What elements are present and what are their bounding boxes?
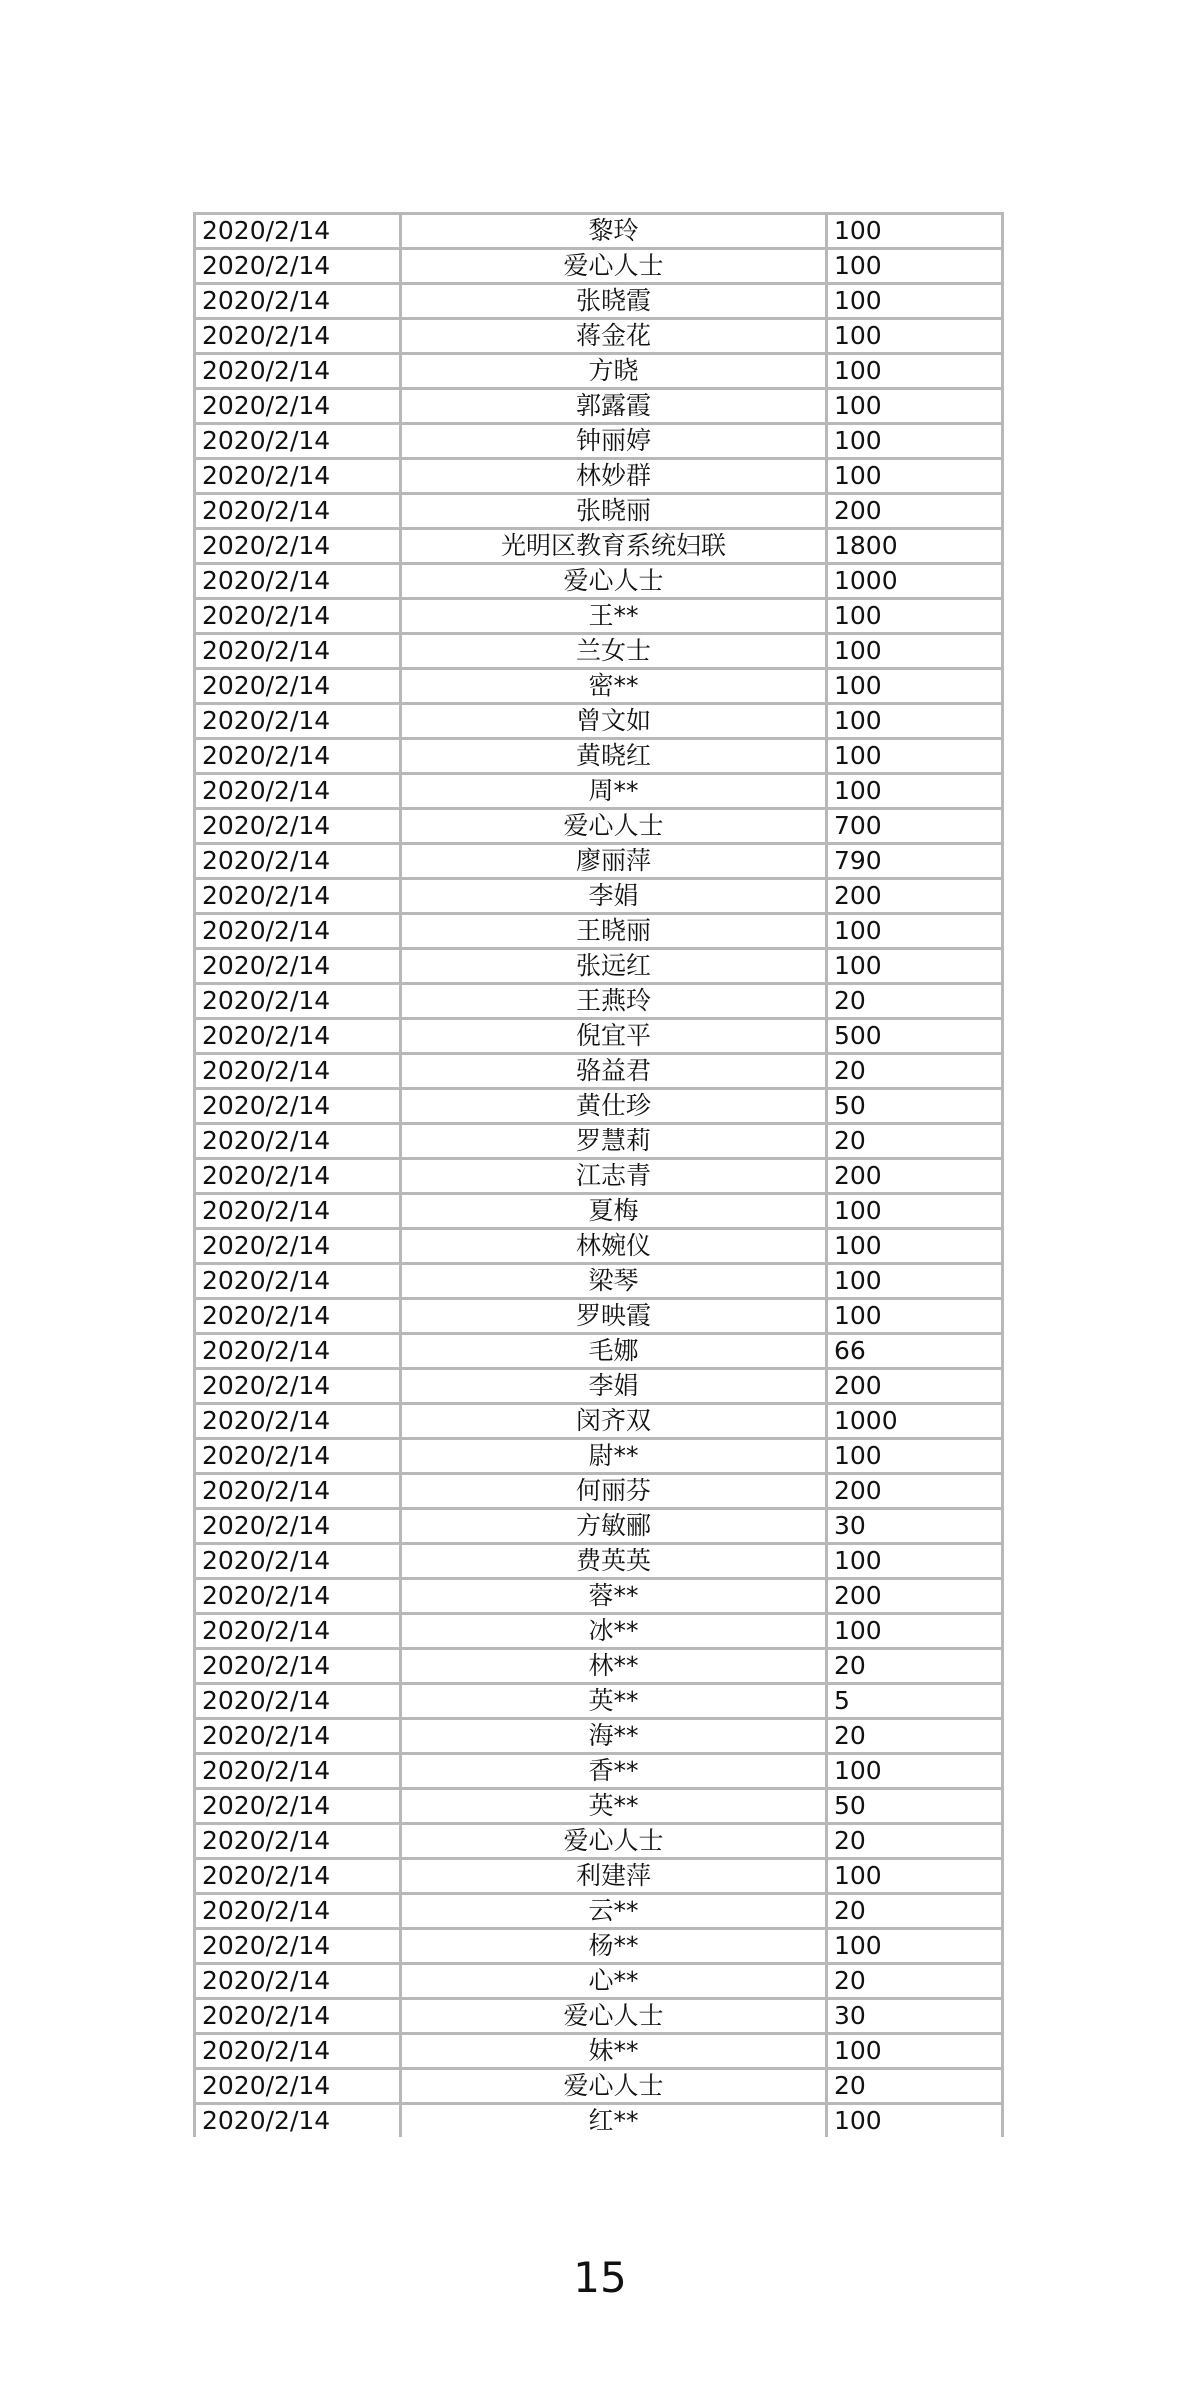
date-cell: 2020/2/14	[195, 249, 401, 284]
amount-cell: 200	[827, 494, 1003, 529]
amount-cell: 100	[827, 424, 1003, 459]
amount-cell: 100	[827, 669, 1003, 704]
donor-name-cell: 尉**	[401, 1439, 827, 1474]
table-row	[195, 1649, 1003, 1684]
donor-name-cell: 郭露霞	[401, 389, 827, 424]
amount-cell: 100	[827, 1439, 1003, 1474]
donor-name-cell: 林**	[401, 1649, 827, 1684]
table-row	[195, 1789, 1003, 1824]
date-cell: 2020/2/14	[195, 529, 401, 564]
table-row	[195, 319, 1003, 354]
date-cell: 2020/2/14	[195, 984, 401, 1019]
amount-cell: 200	[827, 1579, 1003, 1614]
table-row	[195, 879, 1003, 914]
date-cell: 2020/2/14	[195, 1579, 401, 1614]
amount-cell: 100	[827, 914, 1003, 949]
donor-name-cell: 爱心人士	[401, 2069, 827, 2104]
amount-cell: 100	[827, 774, 1003, 809]
donor-name-cell: 香**	[401, 1754, 827, 1789]
amount-cell: 790	[827, 844, 1003, 879]
amount-cell: 500	[827, 1019, 1003, 1054]
amount-cell: 100	[827, 319, 1003, 354]
amount-cell: 30	[827, 1509, 1003, 1544]
amount-cell: 1000	[827, 1404, 1003, 1439]
table-row	[195, 2104, 1003, 2138]
table-row	[195, 1894, 1003, 1929]
donor-name-cell: 张晓丽	[401, 494, 827, 529]
date-cell: 2020/2/14	[195, 214, 401, 249]
amount-cell: 20	[827, 1894, 1003, 1929]
amount-cell: 20	[827, 1649, 1003, 1684]
donor-name-cell: 周**	[401, 774, 827, 809]
amount-cell: 100	[827, 1929, 1003, 1964]
table-row	[195, 1054, 1003, 1089]
amount-cell: 5	[827, 1684, 1003, 1719]
table-row	[195, 1439, 1003, 1474]
donor-name-cell: 黄仕珍	[401, 1089, 827, 1124]
amount-cell: 100	[827, 1754, 1003, 1789]
date-cell: 2020/2/14	[195, 1124, 401, 1159]
table-row	[195, 1964, 1003, 1999]
date-cell: 2020/2/14	[195, 1369, 401, 1404]
amount-cell: 100	[827, 949, 1003, 984]
table-row	[195, 1019, 1003, 1054]
date-cell: 2020/2/14	[195, 1439, 401, 1474]
date-cell: 2020/2/14	[195, 879, 401, 914]
table-row	[195, 249, 1003, 284]
amount-cell: 100	[827, 704, 1003, 739]
donor-name-cell: 方晓	[401, 354, 827, 389]
amount-cell: 100	[827, 214, 1003, 249]
donor-name-cell: 蒋金花	[401, 319, 827, 354]
table-row	[195, 984, 1003, 1019]
donor-name-cell: 光明区教育系统妇联	[401, 529, 827, 564]
donor-name-cell: 爱心人士	[401, 564, 827, 599]
date-cell: 2020/2/14	[195, 1299, 401, 1334]
amount-cell: 100	[827, 284, 1003, 319]
date-cell: 2020/2/14	[195, 669, 401, 704]
date-cell: 2020/2/14	[195, 1334, 401, 1369]
amount-cell: 200	[827, 1159, 1003, 1194]
donor-name-cell: 爱心人士	[401, 1824, 827, 1859]
amount-cell: 100	[827, 354, 1003, 389]
donor-name-cell: 江志青	[401, 1159, 827, 1194]
date-cell: 2020/2/14	[195, 844, 401, 879]
donor-name-cell: 李娟	[401, 879, 827, 914]
donor-name-cell: 云**	[401, 1894, 827, 1929]
table-row	[195, 424, 1003, 459]
date-cell: 2020/2/14	[195, 1544, 401, 1579]
table-row	[195, 1859, 1003, 1894]
amount-cell: 20	[827, 1964, 1003, 1999]
amount-cell: 100	[827, 2104, 1003, 2138]
table-body	[195, 214, 1003, 2138]
donor-name-cell: 张晓霞	[401, 284, 827, 319]
table-row	[195, 1299, 1003, 1334]
table-row	[195, 2069, 1003, 2104]
table-row	[195, 809, 1003, 844]
table-row	[195, 669, 1003, 704]
amount-cell: 20	[827, 1054, 1003, 1089]
donor-name-cell: 倪宜平	[401, 1019, 827, 1054]
amount-cell: 50	[827, 1089, 1003, 1124]
date-cell: 2020/2/14	[195, 914, 401, 949]
amount-cell: 200	[827, 1369, 1003, 1404]
amount-cell: 100	[827, 1614, 1003, 1649]
amount-cell: 100	[827, 1299, 1003, 1334]
donor-name-cell: 杨**	[401, 1929, 827, 1964]
amount-cell: 30	[827, 1999, 1003, 2034]
table-row	[195, 529, 1003, 564]
donor-name-cell: 黄晓红	[401, 739, 827, 774]
table-row	[195, 1824, 1003, 1859]
date-cell: 2020/2/14	[195, 2034, 401, 2069]
date-cell: 2020/2/14	[195, 1229, 401, 1264]
donor-name-cell: 海**	[401, 1719, 827, 1754]
table-row	[195, 1999, 1003, 2034]
amount-cell: 700	[827, 809, 1003, 844]
amount-cell: 100	[827, 249, 1003, 284]
donor-name-cell: 密**	[401, 669, 827, 704]
donor-name-cell: 钟丽婷	[401, 424, 827, 459]
amount-cell: 200	[827, 879, 1003, 914]
date-cell: 2020/2/14	[195, 2069, 401, 2104]
donor-name-cell: 罗慧莉	[401, 1124, 827, 1159]
date-cell: 2020/2/14	[195, 1929, 401, 1964]
amount-cell: 100	[827, 459, 1003, 494]
amount-cell: 20	[827, 984, 1003, 1019]
donor-name-cell: 毛娜	[401, 1334, 827, 1369]
amount-cell: 100	[827, 599, 1003, 634]
donor-name-cell: 闵齐双	[401, 1404, 827, 1439]
table-row	[195, 1369, 1003, 1404]
donor-name-cell: 曾文如	[401, 704, 827, 739]
amount-cell: 20	[827, 1719, 1003, 1754]
table-row	[195, 1474, 1003, 1509]
table-row	[195, 599, 1003, 634]
donor-name-cell: 王**	[401, 599, 827, 634]
donor-name-cell: 王燕玲	[401, 984, 827, 1019]
table-row	[195, 2034, 1003, 2069]
date-cell: 2020/2/14	[195, 354, 401, 389]
amount-cell: 50	[827, 1789, 1003, 1824]
donor-name-cell: 骆益君	[401, 1054, 827, 1089]
table-row	[195, 1264, 1003, 1299]
table-row	[195, 914, 1003, 949]
date-cell: 2020/2/14	[195, 1684, 401, 1719]
donor-name-cell: 妹**	[401, 2034, 827, 2069]
date-cell: 2020/2/14	[195, 1999, 401, 2034]
donor-name-cell: 费英英	[401, 1544, 827, 1579]
date-cell: 2020/2/14	[195, 1019, 401, 1054]
date-cell: 2020/2/14	[195, 389, 401, 424]
date-cell: 2020/2/14	[195, 1054, 401, 1089]
date-cell: 2020/2/14	[195, 564, 401, 599]
table-row	[195, 739, 1003, 774]
date-cell: 2020/2/14	[195, 1964, 401, 1999]
table-row	[195, 1194, 1003, 1229]
date-cell: 2020/2/14	[195, 1264, 401, 1299]
date-cell: 2020/2/14	[195, 1614, 401, 1649]
amount-cell: 100	[827, 1229, 1003, 1264]
table-row	[195, 1089, 1003, 1124]
date-cell: 2020/2/14	[195, 2104, 401, 2138]
table-row	[195, 949, 1003, 984]
amount-cell: 1000	[827, 564, 1003, 599]
date-cell: 2020/2/14	[195, 1824, 401, 1859]
date-cell: 2020/2/14	[195, 319, 401, 354]
table-row	[195, 389, 1003, 424]
donor-name-cell: 心**	[401, 1964, 827, 1999]
donor-name-cell: 李娟	[401, 1369, 827, 1404]
donor-name-cell: 梁琴	[401, 1264, 827, 1299]
date-cell: 2020/2/14	[195, 1719, 401, 1754]
donor-name-cell: 兰女士	[401, 634, 827, 669]
donor-name-cell: 夏梅	[401, 1194, 827, 1229]
donor-name-cell: 林妙群	[401, 459, 827, 494]
table-row	[195, 704, 1003, 739]
donor-name-cell: 爱心人士	[401, 809, 827, 844]
table-row	[195, 494, 1003, 529]
donation-table	[193, 212, 1004, 2137]
amount-cell: 100	[827, 1859, 1003, 1894]
table-row	[195, 1124, 1003, 1159]
donor-name-cell: 利建萍	[401, 1859, 827, 1894]
amount-cell: 66	[827, 1334, 1003, 1369]
table-row	[195, 1579, 1003, 1614]
donor-name-cell: 黎玲	[401, 214, 827, 249]
table-row	[195, 634, 1003, 669]
date-cell: 2020/2/14	[195, 1859, 401, 1894]
table-row	[195, 1614, 1003, 1649]
amount-cell: 20	[827, 2069, 1003, 2104]
date-cell: 2020/2/14	[195, 704, 401, 739]
table-row	[195, 1159, 1003, 1194]
date-cell: 2020/2/14	[195, 494, 401, 529]
table-row	[195, 1929, 1003, 1964]
table-row	[195, 1719, 1003, 1754]
table-row	[195, 459, 1003, 494]
amount-cell: 100	[827, 389, 1003, 424]
page-number: 15	[573, 2253, 627, 2302]
table-row	[195, 1754, 1003, 1789]
date-cell: 2020/2/14	[195, 739, 401, 774]
date-cell: 2020/2/14	[195, 634, 401, 669]
amount-cell: 100	[827, 1264, 1003, 1299]
table-row	[195, 354, 1003, 389]
donor-name-cell: 廖丽萍	[401, 844, 827, 879]
date-cell: 2020/2/14	[195, 949, 401, 984]
date-cell: 2020/2/14	[195, 774, 401, 809]
date-cell: 2020/2/14	[195, 1404, 401, 1439]
table-row	[195, 1544, 1003, 1579]
table-row	[195, 1334, 1003, 1369]
date-cell: 2020/2/14	[195, 1754, 401, 1789]
donor-name-cell: 爱心人士	[401, 249, 827, 284]
date-cell: 2020/2/14	[195, 1194, 401, 1229]
date-cell: 2020/2/14	[195, 284, 401, 319]
amount-cell: 20	[827, 1824, 1003, 1859]
amount-cell: 200	[827, 1474, 1003, 1509]
date-cell: 2020/2/14	[195, 1089, 401, 1124]
donor-name-cell: 张远红	[401, 949, 827, 984]
table-row	[195, 1684, 1003, 1719]
date-cell: 2020/2/14	[195, 1649, 401, 1684]
donor-name-cell: 何丽芬	[401, 1474, 827, 1509]
date-cell: 2020/2/14	[195, 809, 401, 844]
amount-cell: 1800	[827, 529, 1003, 564]
donor-name-cell: 罗映霞	[401, 1299, 827, 1334]
table-row	[195, 564, 1003, 599]
date-cell: 2020/2/14	[195, 1789, 401, 1824]
date-cell: 2020/2/14	[195, 459, 401, 494]
donor-name-cell: 方敏郦	[401, 1509, 827, 1544]
amount-cell: 100	[827, 1194, 1003, 1229]
amount-cell: 100	[827, 2034, 1003, 2069]
donor-name-cell: 林婉仪	[401, 1229, 827, 1264]
date-cell: 2020/2/14	[195, 1509, 401, 1544]
amount-cell: 100	[827, 1544, 1003, 1579]
donor-name-cell: 爱心人士	[401, 1999, 827, 2034]
table-row	[195, 1509, 1003, 1544]
donor-name-cell: 英**	[401, 1789, 827, 1824]
table-row	[195, 1404, 1003, 1439]
donor-name-cell: 王晓丽	[401, 914, 827, 949]
donor-name-cell: 蓉**	[401, 1579, 827, 1614]
donor-name-cell: 英**	[401, 1684, 827, 1719]
amount-cell: 100	[827, 739, 1003, 774]
donor-name-cell: 冰**	[401, 1614, 827, 1649]
date-cell: 2020/2/14	[195, 1474, 401, 1509]
table-row	[195, 774, 1003, 809]
date-cell: 2020/2/14	[195, 1159, 401, 1194]
amount-cell: 100	[827, 634, 1003, 669]
date-cell: 2020/2/14	[195, 424, 401, 459]
date-cell: 2020/2/14	[195, 599, 401, 634]
donor-name-cell: 红**	[401, 2104, 827, 2138]
table-row	[195, 844, 1003, 879]
date-cell: 2020/2/14	[195, 1894, 401, 1929]
table-row	[195, 284, 1003, 319]
amount-cell: 20	[827, 1124, 1003, 1159]
table-row	[195, 214, 1003, 249]
table-row	[195, 1229, 1003, 1264]
